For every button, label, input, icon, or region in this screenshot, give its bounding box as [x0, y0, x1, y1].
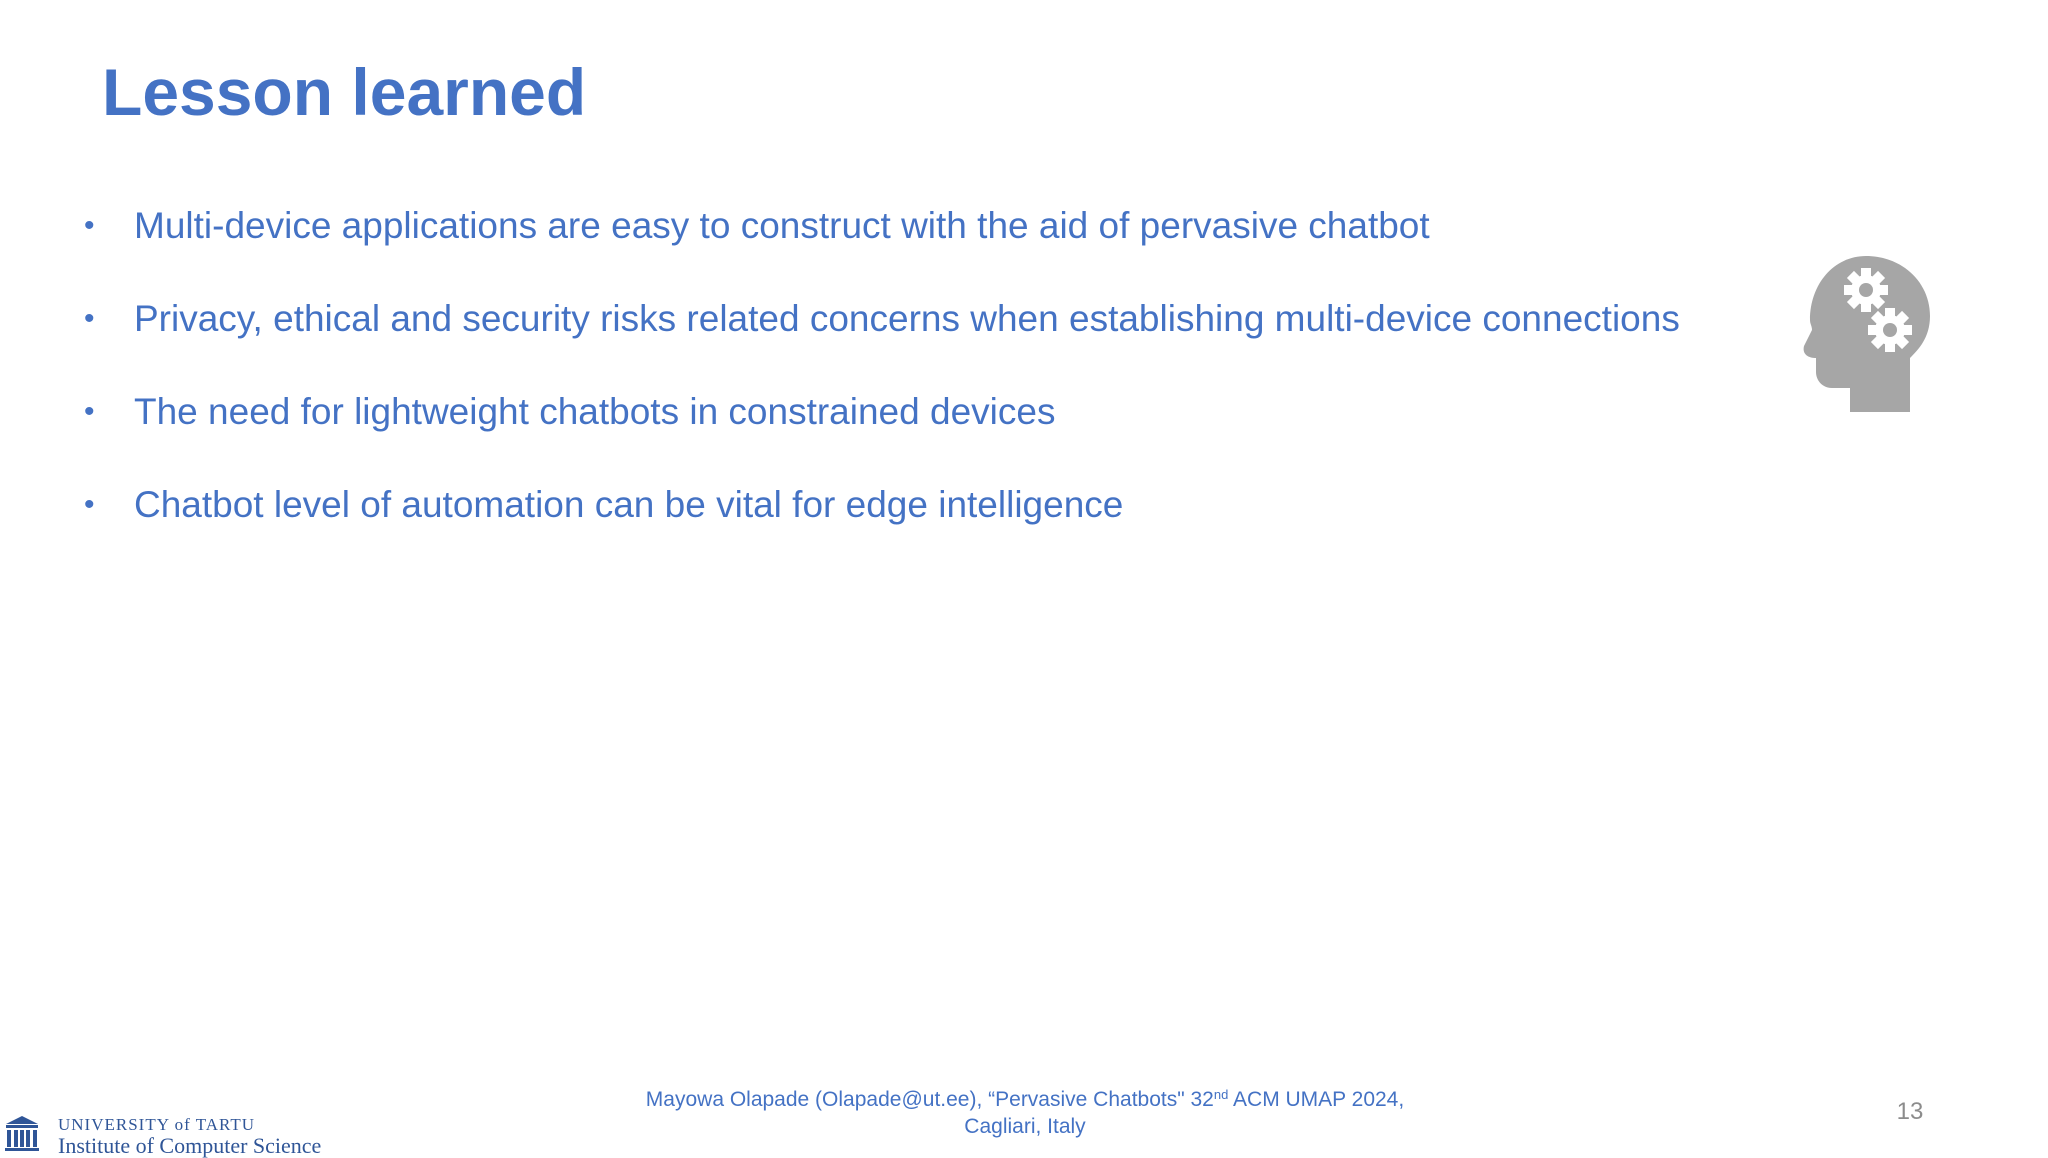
bullet-marker: •	[84, 302, 95, 335]
university-emblem-icon	[4, 1114, 40, 1152]
citation-line-2: Cagliari, Italy	[964, 1115, 1086, 1138]
university-logo	[4, 1114, 364, 1158]
bullet-list	[84, 196, 1680, 568]
bullet-item	[84, 289, 1680, 382]
bullet-item	[84, 382, 1680, 475]
bullet-marker: •	[84, 488, 95, 521]
bullet-marker: •	[84, 395, 95, 428]
bullet-text: Privacy, ethical and security risks related concerns when establishing multi-device connections	[134, 298, 1680, 339]
citation-line-1	[560, 1086, 1490, 1113]
head-with-gears-icon	[1798, 254, 1934, 412]
citation-superscript: nd	[1213, 1087, 1229, 1102]
bullet-marker: •	[84, 209, 95, 242]
citation-text-continued: ACM UMAP 2024,	[1228, 1088, 1405, 1111]
page-number: 13	[1896, 1098, 1924, 1125]
university-name: UNIVERSITY of TARTU	[58, 1115, 255, 1134]
citation-text: Mayowa Olapade (Olapade@ut.ee), “Pervasive Chatbots" 32	[645, 1088, 1214, 1111]
institute-name: Institute of Computer Science	[58, 1133, 322, 1158]
bullet-item	[84, 196, 1680, 289]
slide-title: Lesson learned	[102, 55, 587, 129]
bullet-text: Chatbot level of automation can be vital for edge intelligence	[134, 484, 1124, 525]
bullet-text: Multi-device applications are easy to construct with the aid of pervasive chatbot	[134, 205, 1430, 246]
bullet-text: The need for lightweight chatbots in constrained devices	[134, 391, 1056, 432]
footer-citation	[560, 1086, 1490, 1140]
bullet-item	[84, 475, 1680, 568]
